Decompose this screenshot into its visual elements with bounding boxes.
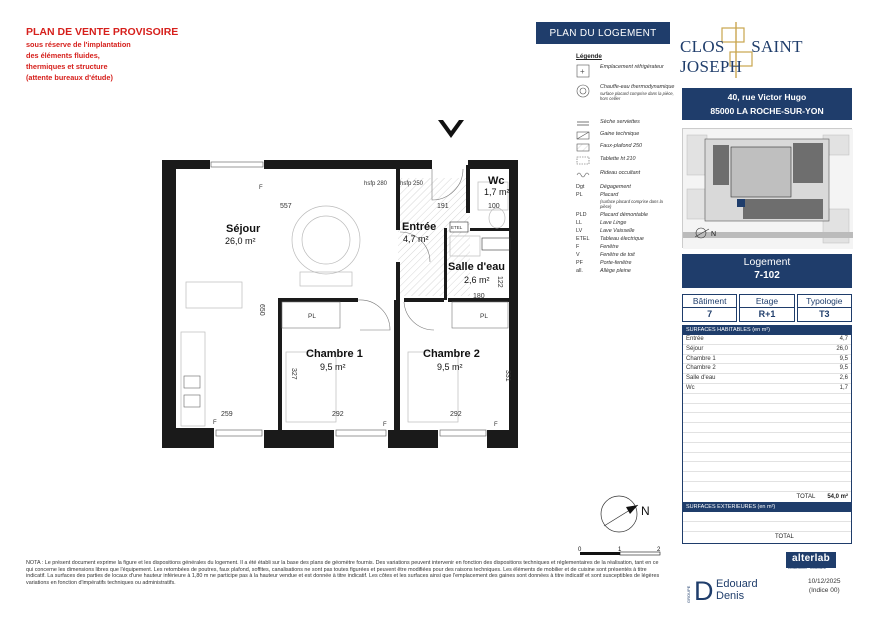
abbreviation-row: F Fenêtre: [576, 244, 619, 250]
room-name: Séjour: [226, 223, 261, 235]
dimension: 191: [437, 203, 449, 210]
dimension: 122: [496, 276, 503, 288]
legend-item: [576, 84, 682, 101]
svg-text:GROUPE: GROUPE: [686, 585, 691, 603]
table-row-empty: [683, 433, 851, 443]
towel-dryer-icon: [576, 119, 590, 128]
table-row-empty: [683, 404, 851, 414]
plan-box-title: PLAN DU LOGEMENT: [536, 22, 670, 44]
table-row-empty: [683, 443, 851, 453]
table-row-empty: [683, 394, 851, 404]
abbreviation-row: ETEL Tableau électrique: [576, 236, 644, 242]
brand-name: CLOS SAINT JOSEPH: [680, 37, 803, 76]
logement-block: [682, 254, 852, 288]
table-row-empty: [683, 423, 851, 433]
info-etage: Etage R+1: [739, 294, 794, 322]
abbreviation-row: V Fenêtre de toit: [576, 252, 635, 258]
table-row-empty: [683, 413, 851, 423]
table-row-empty: [683, 453, 851, 463]
legend-item: [576, 170, 682, 179]
info-typologie: Typologie T3: [797, 294, 852, 322]
subtitle-line: des éléments fluides,: [26, 51, 100, 60]
shower-tray: [482, 238, 510, 250]
legend-item: [576, 143, 682, 152]
legend-note: surface placard comprise dans la pièce, hors cellier: [600, 91, 674, 101]
surfaces-header: SURFACES HABITABLES (en m²): [683, 326, 851, 335]
site-map: [682, 128, 852, 248]
address-line: 85000 LA ROCHE-SUR-YON: [710, 106, 824, 116]
table-row-empty: [683, 522, 851, 532]
alterlab-logo: alterlab: [786, 552, 836, 568]
scale-label: 1: [618, 547, 622, 553]
room-area: 1,7 m²: [484, 187, 510, 197]
sink-icon: [184, 395, 200, 407]
table-row-empty: [683, 472, 851, 482]
abbreviation-row: Dgt Dégagement: [576, 184, 631, 190]
table-row-empty: [683, 512, 851, 522]
logement-number: 7-102: [754, 270, 780, 281]
surfaces-table: [682, 325, 852, 504]
revision-date: [808, 577, 841, 595]
dimension: 180: [473, 293, 485, 300]
svg-text:D: D: [694, 576, 714, 606]
abbreviation-row: LV Lave Vaisselle: [576, 228, 635, 234]
electric-panel-label: ETEL: [451, 225, 463, 230]
window-label: F: [259, 185, 263, 191]
dimension: 650: [258, 304, 265, 316]
date-text: 10/12/2025: [808, 578, 841, 585]
legend-item: [576, 131, 682, 140]
north-compass-icon: [601, 496, 638, 532]
legend-title: Légende: [576, 53, 602, 60]
info-table: [682, 294, 852, 322]
room-area: 26,0 m²: [225, 236, 256, 246]
abbreviation-row: all. Allège pleine: [576, 268, 631, 274]
edouard-denis-logo: [686, 574, 776, 606]
dimension: 331: [504, 370, 511, 382]
technical-shaft-icon: [576, 131, 590, 140]
room-name: Chambre 2: [423, 348, 480, 360]
svg-text:Edouard: Edouard: [716, 578, 758, 590]
window-label: F: [494, 422, 498, 428]
indice-text: (Indice 00): [808, 587, 840, 594]
exterior-surfaces-table: [682, 502, 852, 544]
logement-label: Logement: [743, 256, 791, 268]
exterior-total: TOTAL: [775, 533, 794, 540]
legend-item: [576, 156, 682, 165]
abbreviation-row: LL Lave Linge: [576, 220, 627, 226]
water-heater-icon: [576, 84, 590, 98]
dimension: 259: [221, 411, 233, 418]
legend-label: Chauffe-eau thermodynamique: [600, 84, 675, 90]
table-row: Entrée 4,7: [683, 335, 851, 345]
room-name: Wc: [488, 175, 505, 187]
fridge-icon: [576, 64, 590, 78]
subtitle-line: (attente bureaux d'étude): [26, 73, 113, 82]
table-row: Wc 1,7: [683, 384, 851, 394]
svg-text:+: +: [580, 67, 585, 76]
false-ceiling-icon: [576, 143, 590, 152]
scale-label: 0: [578, 547, 582, 553]
legend-item: [576, 64, 682, 78]
curtain-icon: [576, 170, 590, 179]
table-row: Séjour 26,0: [683, 345, 851, 355]
north-label: N: [641, 504, 650, 518]
exterior-header: SURFACES EXTERIEURES (en m²): [683, 503, 851, 512]
table-row: Salle d'eau 2,6: [683, 374, 851, 384]
room-area: 2,6 m²: [464, 275, 490, 285]
closet-label: PL: [480, 313, 488, 320]
legend-label: Sèche serviettes: [600, 119, 640, 125]
table-row: Chambre 1 9,5: [683, 355, 851, 365]
window-label: F: [213, 420, 217, 426]
closet-label: PL: [308, 313, 316, 320]
legend-item: [576, 119, 682, 128]
dimension: 557: [280, 203, 292, 210]
svg-text:Denis: Denis: [716, 590, 745, 602]
abbreviation-row: PF Porte-fenêtre: [576, 260, 632, 266]
table-row: Chambre 2 9,5: [683, 364, 851, 374]
info-batiment: Bâtiment 7: [682, 294, 737, 322]
legend-label: Emplacement réfrigérateur: [600, 64, 664, 70]
table-row-empty: [683, 482, 851, 492]
dimension: 100: [488, 203, 500, 210]
subtitle-line: sous réserve de l'implantation: [26, 40, 131, 49]
subtitle-line: thermiques et structure: [26, 62, 108, 71]
north-label: N: [711, 231, 717, 238]
dimension: 292: [450, 411, 462, 418]
room-area: 9,5 m²: [437, 362, 463, 372]
legal-note: NOTA : Le présent document exprime la figure et les dispositions générales du logement. Il a été établi sur la base des plans de géomètre fournis. Des variations peuvent intervenir en fonction des dispositions techniques et réglementaires de la réalisation, tant en ce qui concerne les dimensions libres que l'équipement. Les retombées de poutres, faux plafond, soffites, canalisations ne sont pas toutes figurées et peuvent être modifiées pour des raisons techniques. Les éléments de mobilier et de cuisine sont présentés à titre indicatif. La surfaces des parties de locaux d'une hauteur inférieure à 1,80 m ne participe pas à la hauteur vendue et est donnée à titre indicatif. Les côtes et les surfaces ainsi que l'emplacement des gaines sont données à titre indicatif et sont susceptibles de légères variations en fonction d'impératifs techniques ou administratifs.: [26, 560, 660, 586]
room-area: 4,7 m²: [403, 234, 429, 244]
dimension: 327: [290, 368, 297, 380]
address-block: [682, 88, 852, 120]
table-row-empty: [683, 462, 851, 472]
room-name: Entrée: [402, 221, 437, 233]
alterlab-tagline: construction · urbanisme: [788, 566, 827, 570]
ceiling-height-label: hsfp 250: [400, 181, 424, 187]
legend-label: Tablette ht 210: [600, 156, 636, 162]
address-line: 40, rue Victor Hugo: [727, 92, 807, 102]
shelf-icon: [576, 156, 590, 165]
room-name: Chambre 1: [306, 348, 363, 360]
ceiling-height-label: hsfp 280: [364, 181, 388, 187]
plan-status-title: PLAN DE VENTE PROVISOIRE: [26, 26, 179, 38]
room-area: 9,5 m²: [320, 362, 346, 372]
window-label: F: [383, 422, 387, 428]
scale-label: 2: [657, 547, 661, 553]
surfaces-total: TOTAL 54,0 m²: [796, 493, 848, 500]
legend-label: Rideau occultant: [600, 170, 641, 176]
stove-icon: [184, 376, 200, 388]
room-name: Salle d'eau: [448, 261, 506, 273]
legend-label: Gaine technique: [600, 131, 640, 137]
dimension: 292: [332, 411, 344, 418]
abbreviation-row: PL Placard (surface placard comprise dans la pièce): [576, 192, 663, 209]
abbreviation-list: [576, 184, 666, 276]
legend-label: Faux-plafond 250: [600, 143, 642, 149]
abbreviation-row: PLD Placard démontable: [576, 212, 648, 218]
